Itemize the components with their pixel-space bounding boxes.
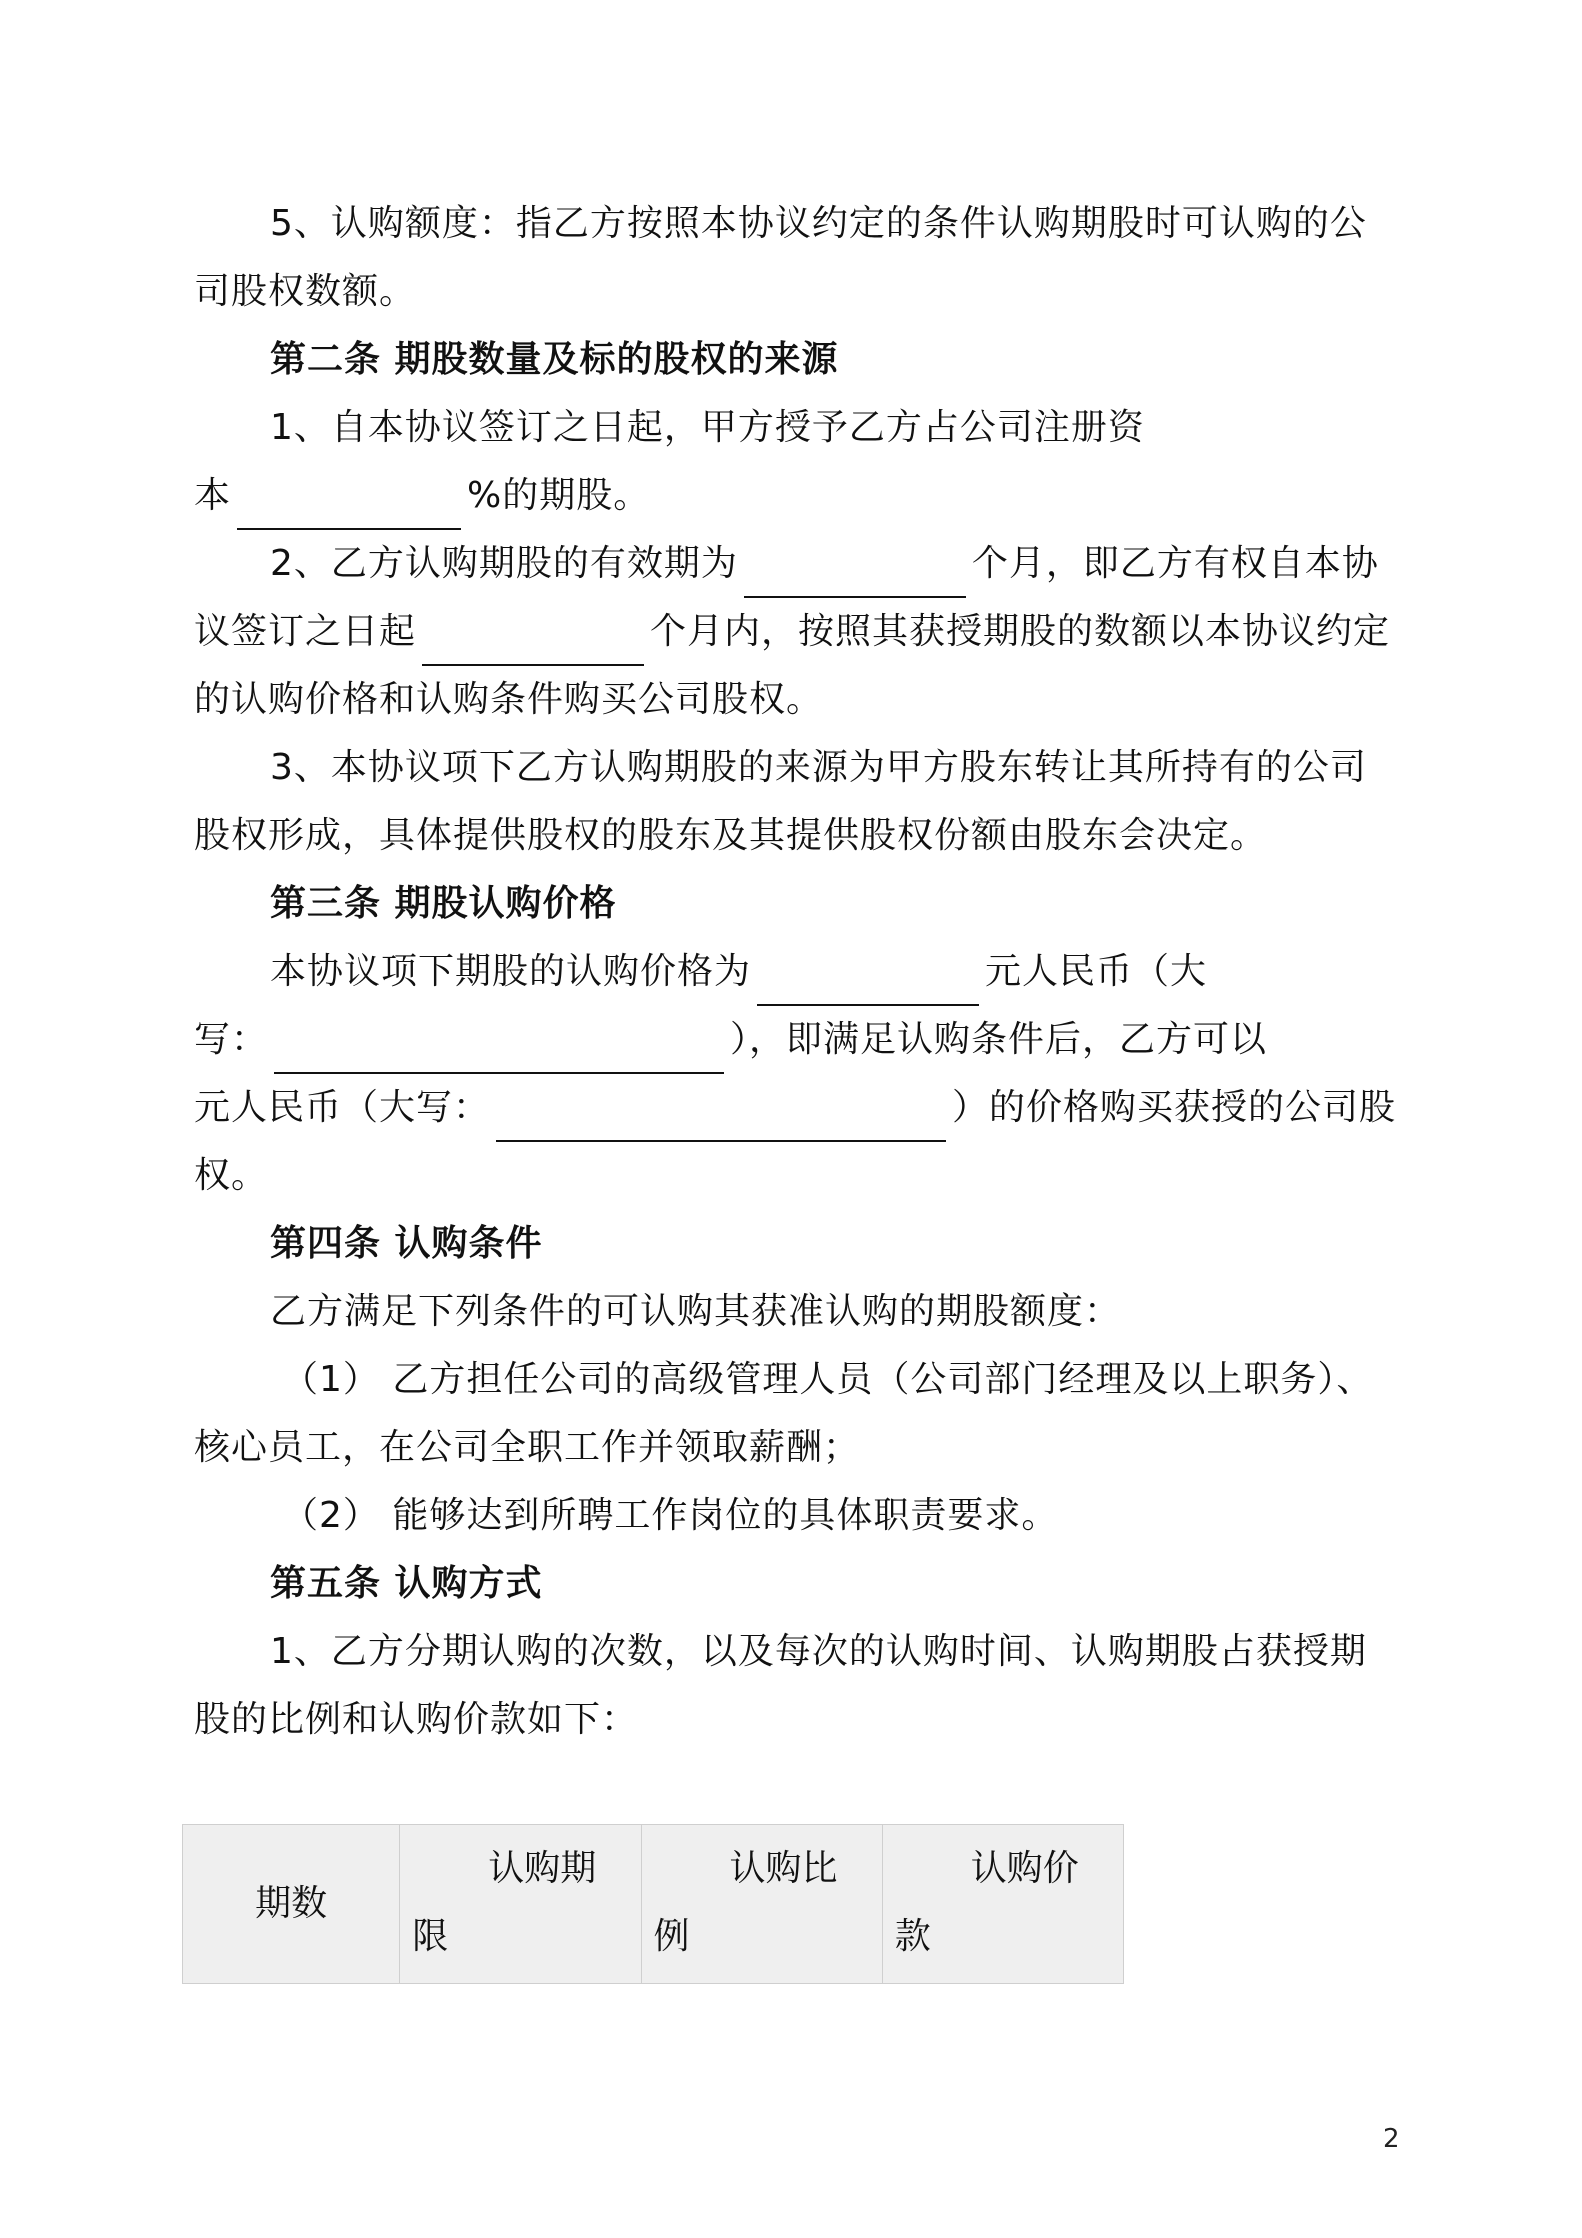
article-5-heading: 第五条 认购方式 (270, 1563, 543, 1604)
paragraph-line: 司股权数额。 (194, 271, 417, 312)
table-header-subscription-term: 认购期 限 (400, 1825, 641, 1983)
table-header-subscription-ratio: 认购比 例 (642, 1825, 883, 1983)
paragraph-line: 的认购价格和认购条件购买公司股权。 (194, 679, 824, 720)
paragraph-line: 乙方满足下列条件的可认购其获准认购的期股额度： (270, 1291, 1122, 1332)
article-2-heading: 第二条 期股数量及标的股权的来源 (270, 339, 839, 380)
paragraph-line: 2、乙方认购期股的有效期为 个月，即乙方有权自本协 (194, 530, 1404, 598)
paragraph-line: 1、自本协议签订之日起，甲方授予乙方占公司注册资 (270, 407, 1145, 448)
paragraph-line: 股的比例和认购价款如下： (194, 1699, 639, 1740)
paragraph-line: 元人民币（大写： ）的价格购买获授的公司股 (194, 1074, 1404, 1142)
paragraph-line: 议签订之日起 个月内，按照其获授期股的数额以本协议约定 (194, 598, 1404, 666)
article-4-heading: 第四条 认购条件 (270, 1223, 543, 1264)
page-number: 2 (1383, 2124, 1400, 2154)
paragraph-line: 权。 (194, 1155, 269, 1196)
subscription-table-header (182, 1824, 1124, 1984)
paragraph-line: 本协议项下期股的认购价格为 元人民币（大 (194, 938, 1404, 1006)
paragraph-line: 写： ），即满足认购条件后，乙方可以 (194, 1006, 1404, 1074)
fill-blank-validity-months[interactable] (744, 552, 966, 598)
paragraph-line: 本 %的期股。 (194, 462, 1404, 530)
article-3-heading: 第三条 期股认购价格 (270, 883, 617, 924)
paragraph-line: 股权形成，具体提供股权的股东及其提供股权份额由股东会决定。 (194, 815, 1268, 856)
paragraph-line: 核心员工，在公司全职工作并领取薪酬； (194, 1427, 861, 1468)
paragraph-line: （2） 能够达到所聘工作岗位的具体职责要求。 (282, 1495, 1059, 1536)
fill-blank-percentage[interactable] (237, 484, 461, 530)
fill-blank-price-in-words-2[interactable] (496, 1096, 946, 1142)
paragraph-line: （1） 乙方担任公司的高级管理人员（公司部门经理及以上职务）、 (282, 1359, 1374, 1400)
paragraph-line: 1、乙方分期认购的次数，以及每次的认购时间、认购期股占获授期 (270, 1631, 1367, 1672)
fill-blank-price[interactable] (757, 960, 979, 1006)
fill-blank-months[interactable] (422, 620, 644, 666)
table-header-period-count: 期数 (183, 1825, 400, 1983)
paragraph-subscription-quota: 5、认购额度：指乙方按照本协议约定的条件认购期股时可认购的公 (270, 203, 1367, 244)
fill-blank-price-in-words[interactable] (274, 1028, 724, 1074)
document-body (194, 190, 1404, 1754)
paragraph-line: 3、本协议项下乙方认购期股的来源为甲方股东转让其所持有的公司 (270, 747, 1367, 788)
table-header-subscription-payment: 认购价 款 (894, 1848, 1079, 1957)
